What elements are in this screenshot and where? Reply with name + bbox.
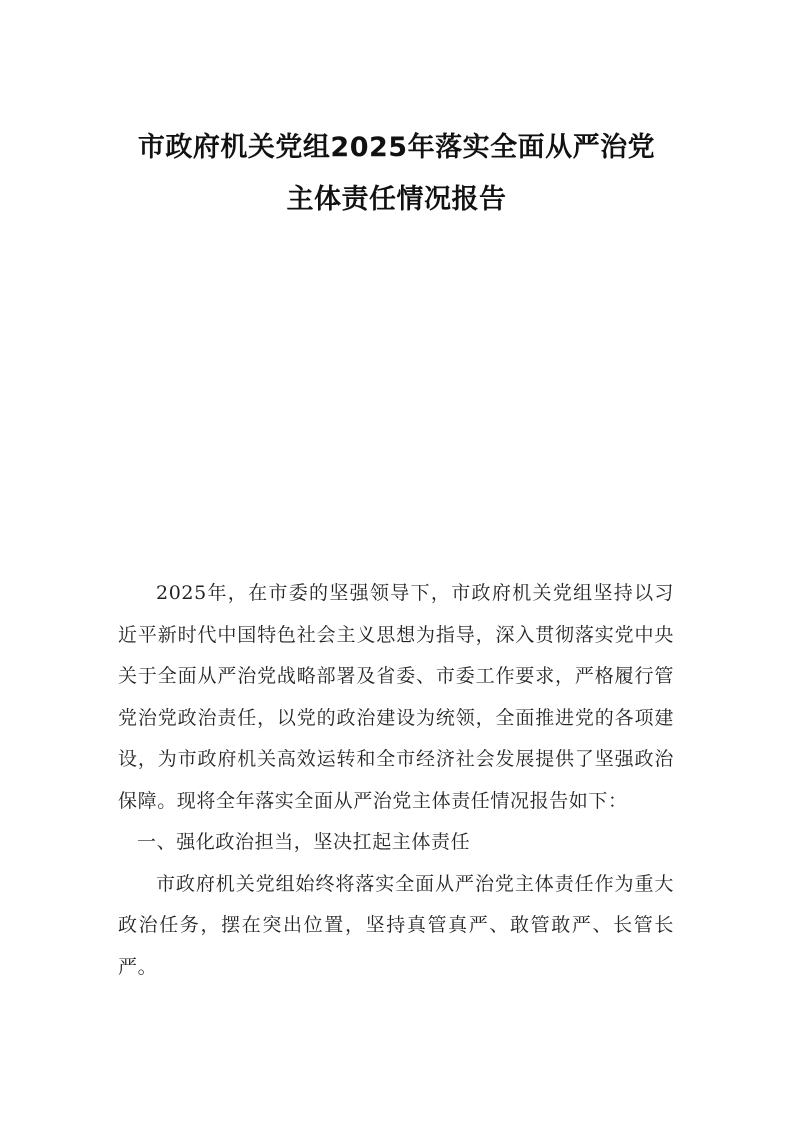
intro-paragraph: 2025年，在市委的坚强领导下，市政府机关党组坚持以习近平新时代中国特色社会主义思想为指导，深入贯彻落实党中央关于全面从严治党战略部署及省委、市委工作要求，严格履行管党治党政治责任，以党的政治建设为统领，全面推进党的各项建设，为市政府机关高效运转和全市经济社会发展提供了坚强政治保障。现将全年落实全面从严治党主体责任情况报告如下： <box>118 582 674 812</box>
section-heading-1: 一、强化政治担当，坚决扛起主体责任 <box>137 831 471 853</box>
document-title <box>90 122 703 226</box>
document-body <box>118 573 674 988</box>
title-line-2: 主体责任情况报告 <box>286 184 507 215</box>
section-1-paragraph: 市政府机关党组始终将落实全面从严治党主体责任作为重大政治任务，摆在突出位置，坚持真管真严、敢管敢严、长管长严。 <box>118 872 674 978</box>
title-line-1: 市政府机关党组2025年落实全面从严治党 <box>137 132 656 163</box>
